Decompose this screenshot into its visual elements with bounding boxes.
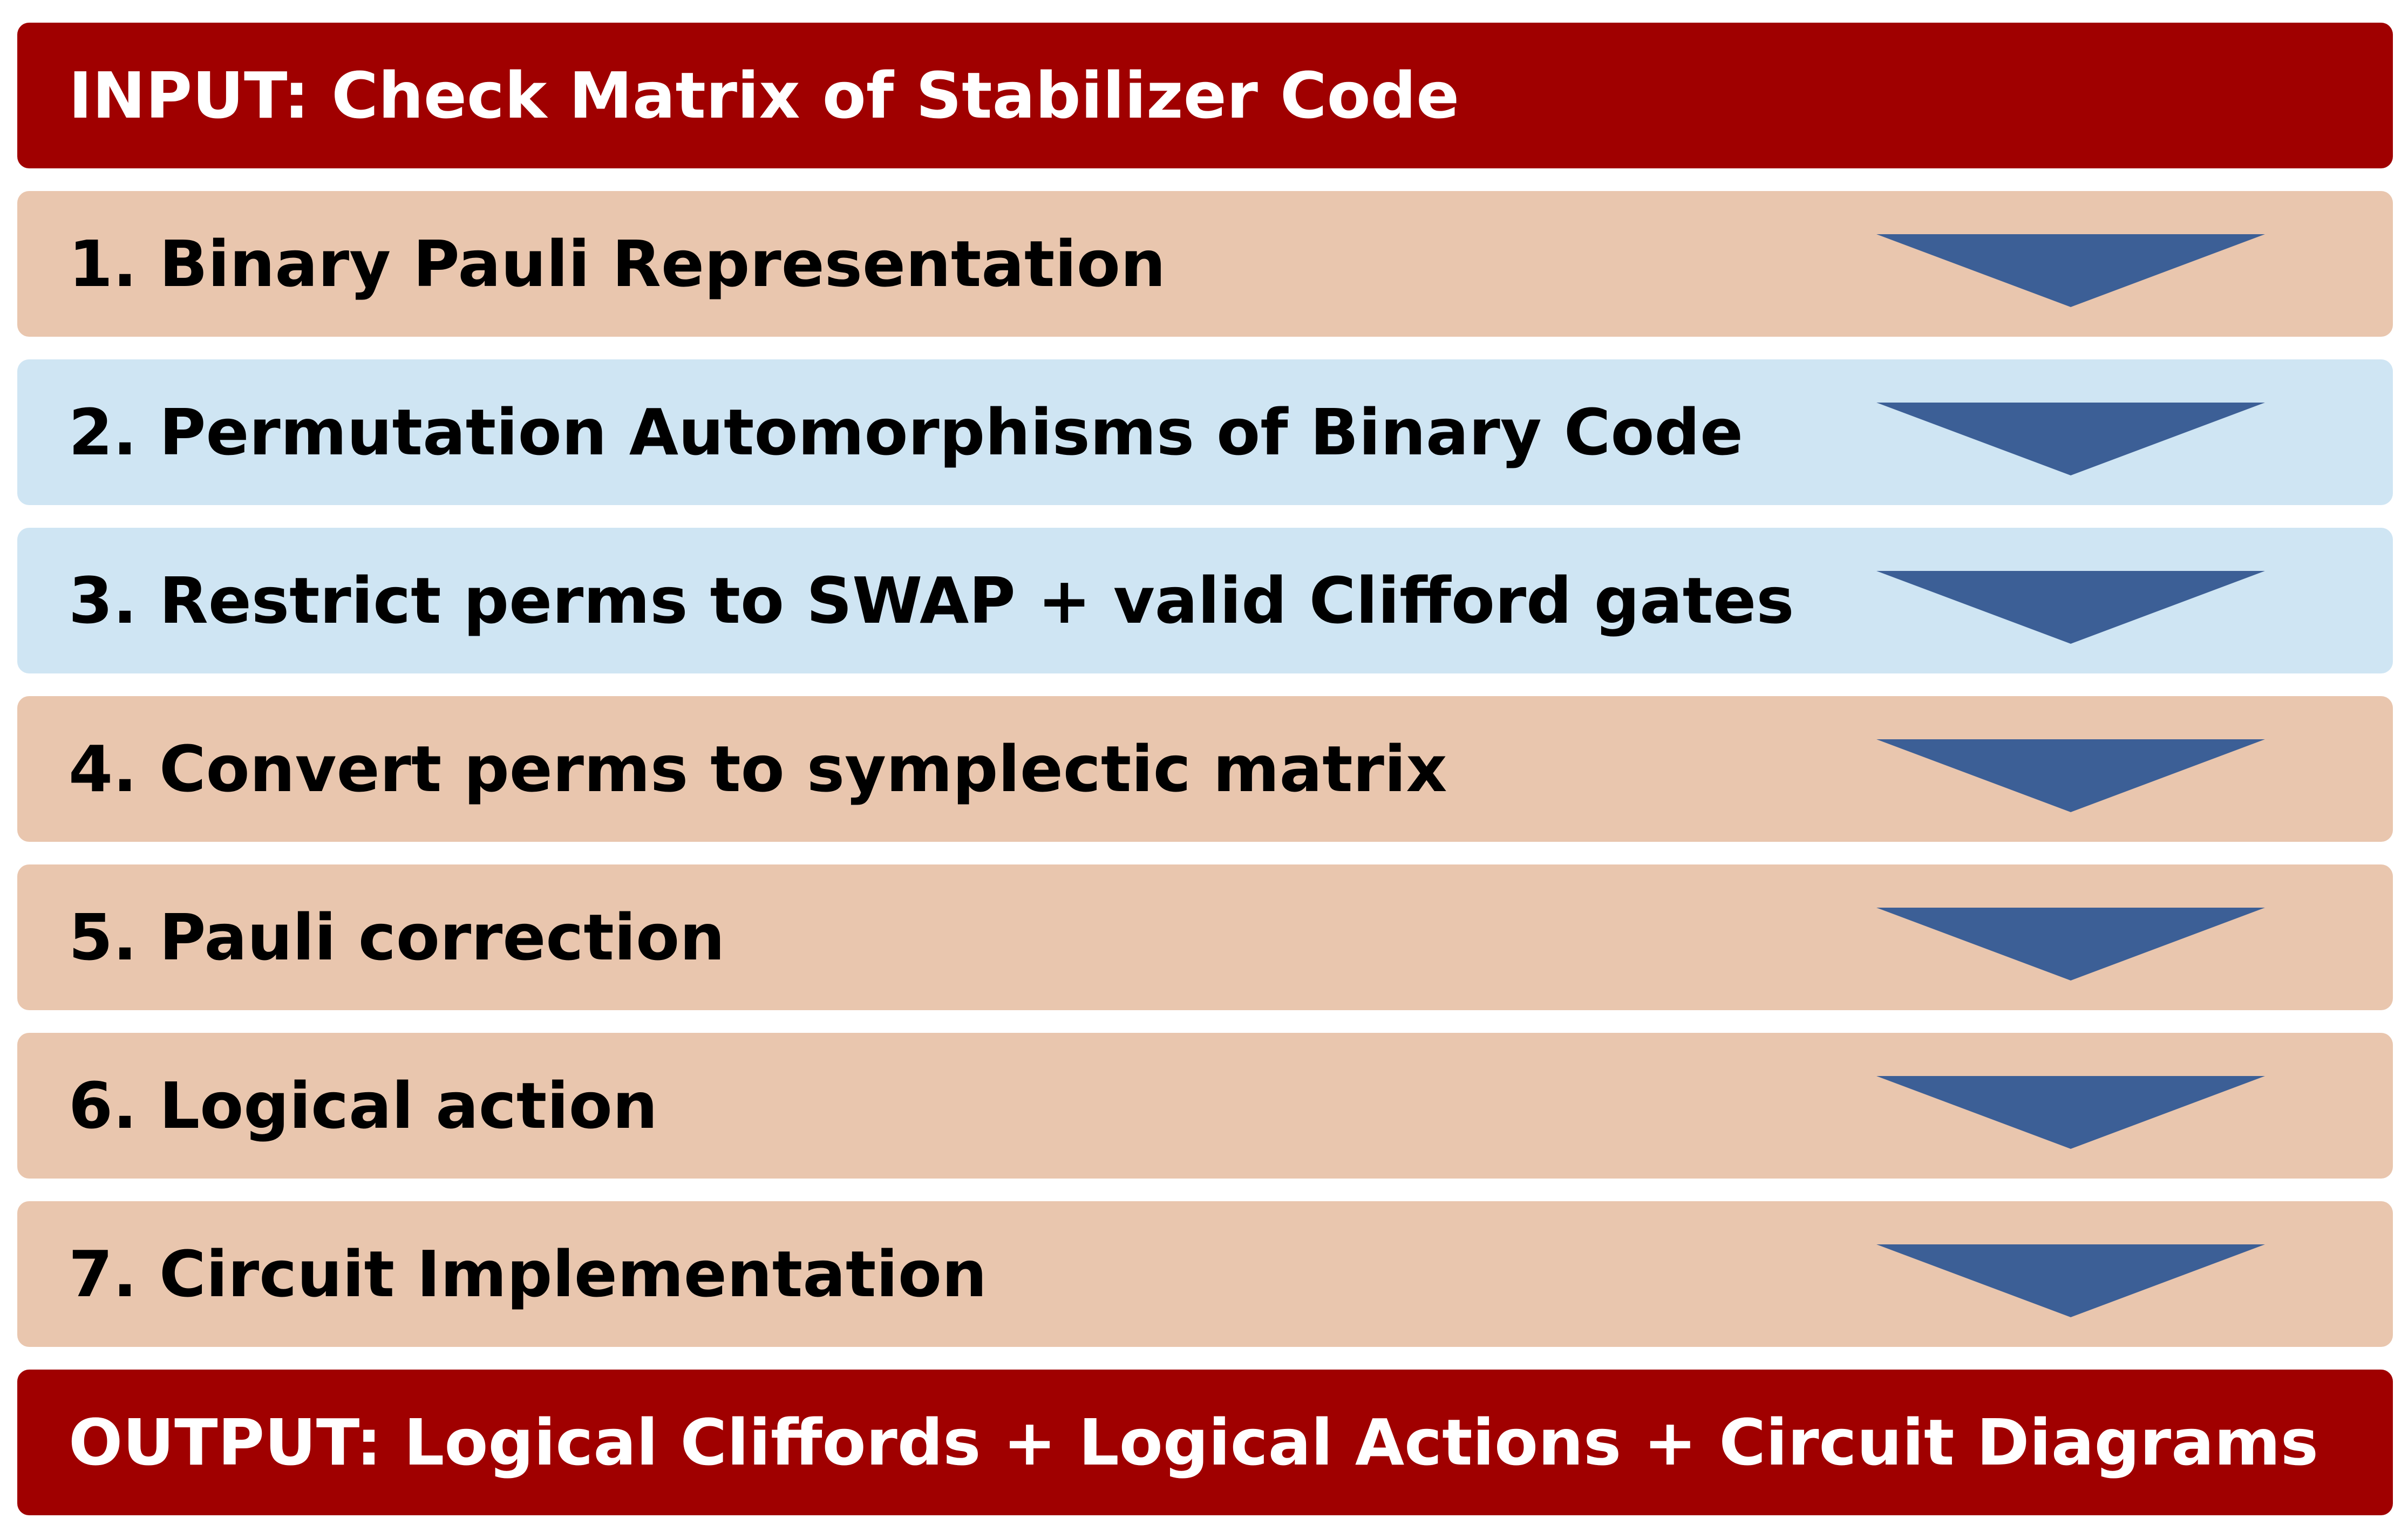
input-band bbox=[17, 23, 2393, 168]
chevron-down-icon bbox=[1876, 571, 2265, 644]
input-label: INPUT: Check Matrix of Stabilizer Code bbox=[69, 58, 1460, 133]
step-4-label: 4. Convert perms to symplectic matrix bbox=[69, 732, 1447, 806]
step-5-band bbox=[17, 864, 2393, 1010]
step-7-label: 7. Circuit Implementation bbox=[69, 1237, 987, 1311]
step-5-label: 5. Pauli correction bbox=[69, 900, 725, 975]
step-4-band bbox=[17, 696, 2393, 842]
step-3-band bbox=[17, 528, 2393, 673]
step-2-band bbox=[17, 359, 2393, 505]
step-2-label: 2. Permutation Automorphisms of Binary Code bbox=[69, 395, 1744, 469]
chevron-down-icon bbox=[1876, 403, 2265, 475]
chevron-down-icon bbox=[1876, 908, 2265, 981]
step-6-label: 6. Logical action bbox=[69, 1068, 658, 1143]
step-6-band bbox=[17, 1033, 2393, 1179]
chevron-down-icon bbox=[1876, 234, 2265, 307]
step-1-band bbox=[17, 191, 2393, 337]
output-band bbox=[17, 1370, 2393, 1515]
chevron-down-icon bbox=[1876, 1244, 2265, 1317]
step-3-label: 3. Restrict perms to SWAP + valid Clifford gates bbox=[69, 563, 1794, 638]
step-1-label: 1. Binary Pauli Representation bbox=[69, 227, 1166, 301]
chevron-down-icon bbox=[1876, 1076, 2265, 1149]
step-7-band bbox=[17, 1201, 2393, 1347]
chevron-down-icon bbox=[1876, 739, 2265, 812]
output-label: OUTPUT: Logical Cliffords + Logical Actions + Circuit Diagrams bbox=[69, 1405, 2318, 1480]
